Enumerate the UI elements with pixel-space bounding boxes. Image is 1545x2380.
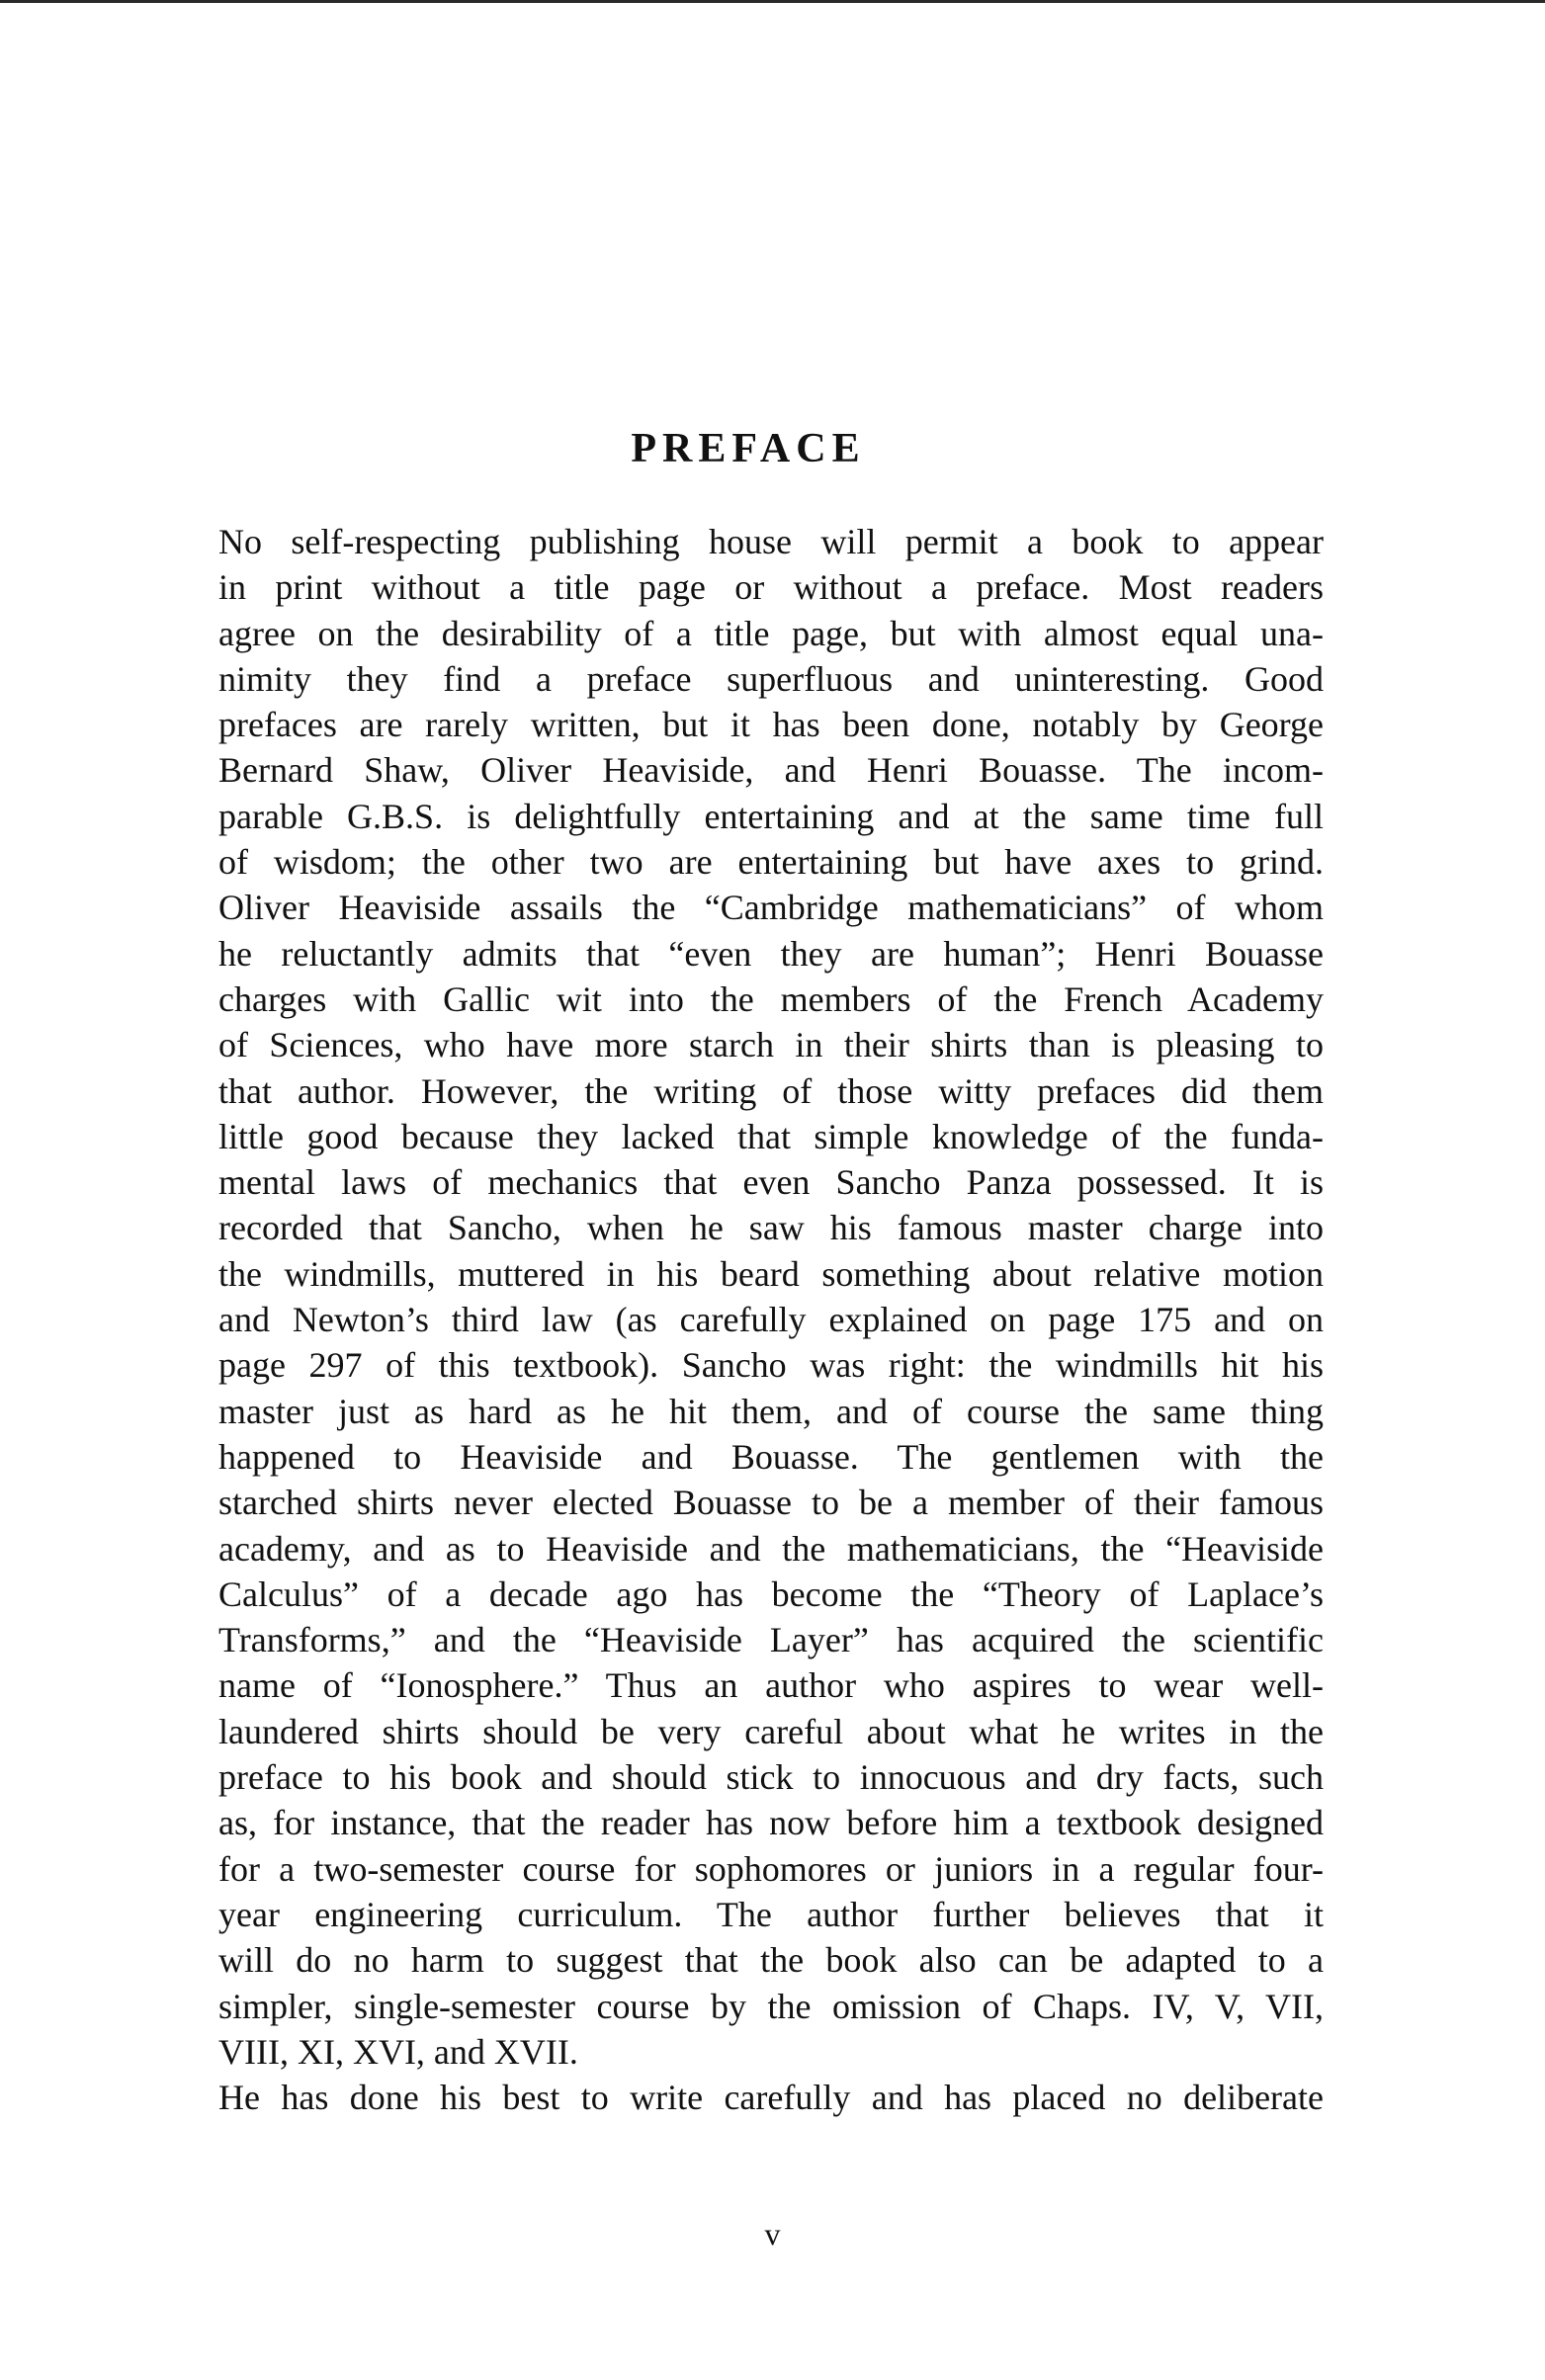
- text-line: little good because they lacked that simple knowledge of the funda-: [218, 1116, 1324, 1156]
- text-line: nimity they find a preface superfluous and uninteresting. Good: [218, 658, 1324, 699]
- text-line: VIII, XI, XVI, and XVII.: [218, 2031, 578, 2072]
- text-line: laundered shirts should be very careful about what he writes in the: [218, 1711, 1324, 1751]
- text-line: name of “Ionosphere.” Thus an author who aspires to wear well-: [218, 1665, 1324, 1706]
- text-line: for a two-semester course for sophomores or juniors in a regular four-: [218, 1848, 1324, 1889]
- text-line: Bernard Shaw, Oliver Heaviside, and Henri Bouasse. The incom-: [218, 750, 1324, 791]
- text-line: in print without a title page or without a preface. Most readers: [218, 567, 1324, 608]
- text-line: charges with Gallic wit into the members of the French Academy: [218, 978, 1324, 1019]
- text-line: page 297 of this textbook). Sancho was right: the windmills hit his: [218, 1345, 1324, 1386]
- text-line: agree on the desirability of a title page, but with almost equal una-: [218, 613, 1324, 653]
- text-line: parable G.B.S. is delightfully entertaining and at the same time full: [218, 796, 1324, 836]
- page-title: PREFACE: [631, 426, 866, 471]
- text-line: preface to his book and should stick to innocuous and dry facts, such: [218, 1757, 1324, 1798]
- text-line: Calculus” of a decade ago has become the “Theory of Laplace’s: [218, 1573, 1324, 1614]
- text-line: master just as hard as he hit them, and of course the same thing: [218, 1391, 1324, 1431]
- text-line: starched shirts never elected Bouasse to be a member of their famous: [218, 1483, 1324, 1523]
- text-line: of wisdom; the other two are entertaining but have axes to grind.: [218, 842, 1324, 883]
- preface-paragraph-2: [173, 2075, 1324, 2120]
- page-number: v: [764, 2216, 781, 2252]
- text-line: simpler, single-semester course by the omission of Chaps. IV, V, VII,: [218, 1986, 1324, 2026]
- text-line: recorded that Sancho, when he saw his famous master charge into: [218, 1208, 1324, 1248]
- preface-paragraph-1: [173, 519, 1324, 2075]
- text-line: No self-respecting publishing house will permit a book to appear: [218, 522, 1324, 561]
- page-content: [173, 425, 1324, 2120]
- text-line: year engineering curriculum. The author further believes that it: [218, 1894, 1324, 1934]
- top-border-rule: [0, 0, 1545, 3]
- text-line: will do no harm to suggest that the book also can be adapted to a: [218, 1940, 1324, 1981]
- text-line: the windmills, muttered in his beard something about relative motion: [218, 1253, 1324, 1294]
- text-line: prefaces are rarely written, but it has been done, notably by George: [218, 705, 1324, 745]
- text-line: and Newton’s third law (as carefully explained on page 175 and on: [218, 1300, 1324, 1340]
- text-line: of Sciences, who have more starch in their shirts than is pleasing to: [218, 1025, 1324, 1065]
- text-line: Oliver Heaviside assails the “Cambridge mathematicians” of whom: [218, 888, 1324, 928]
- text-line: mental laws of mechanics that even Sancho Panza possessed. It is: [218, 1162, 1324, 1203]
- text-line: as, for instance, that the reader has now before him a textbook designed: [218, 1803, 1324, 1843]
- text-line: Transforms,” and the “Heaviside Layer” has acquired the scientific: [218, 1620, 1324, 1660]
- text-line: happened to Heaviside and Bouasse. The gentlemen with the: [218, 1436, 1324, 1477]
- text-line: academy, and as to Heaviside and the mathematicians, the “Heaviside: [218, 1528, 1324, 1569]
- text-line: that author. However, the writing of those witty prefaces did them: [218, 1070, 1324, 1111]
- text-line: He has done his best to write carefully and has placed no deliberate: [218, 2078, 1324, 2118]
- text-line: he reluctantly admits that “even they are human”; Henri Bouasse: [218, 933, 1324, 974]
